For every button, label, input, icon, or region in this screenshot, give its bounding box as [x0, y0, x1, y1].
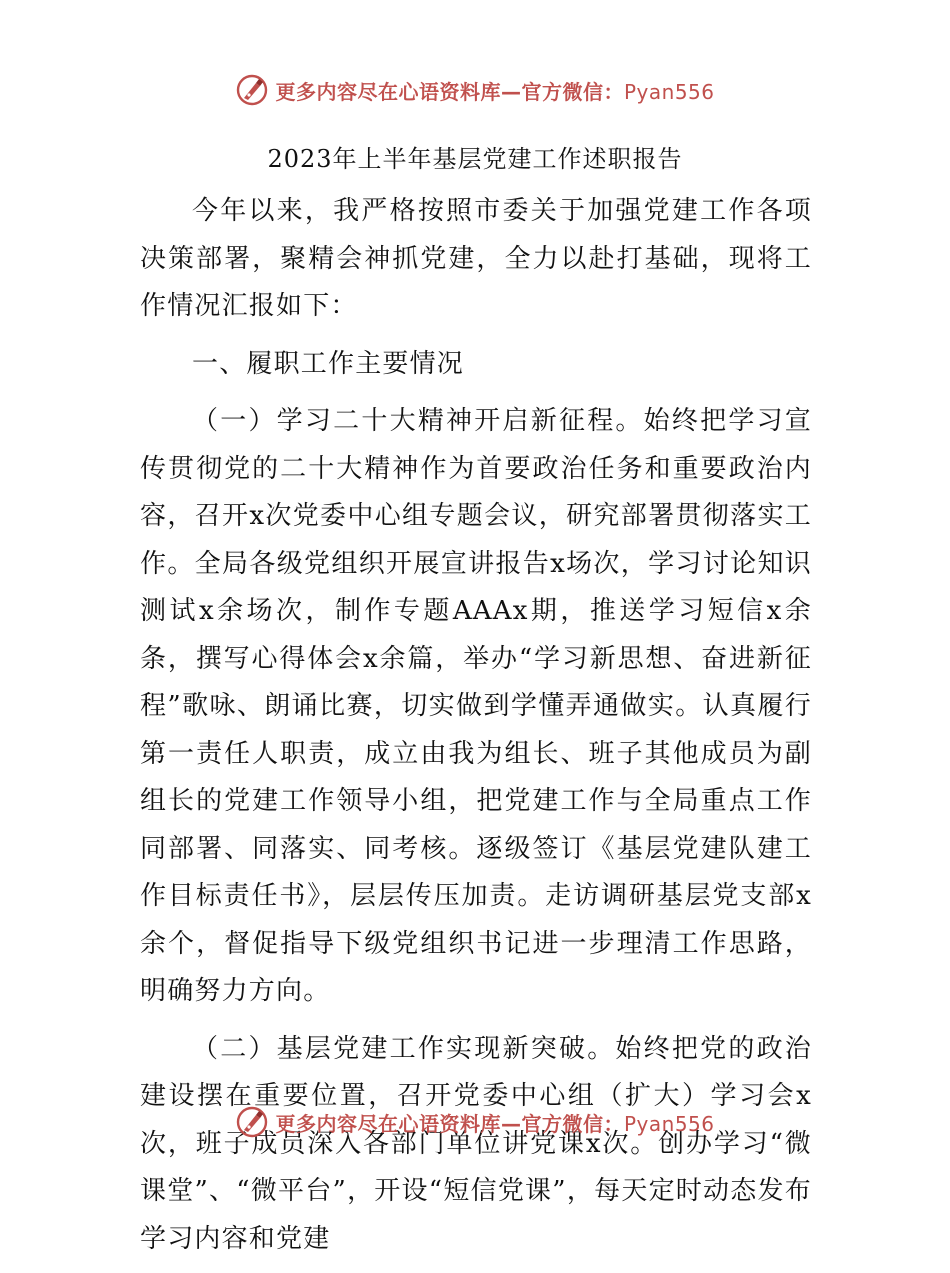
intro-paragraph: 今年以来，我严格按照市委关于加强党建工作各项决策部署，聚精会神抓党建，全力以赴打基础，现将工作情况汇报如下：	[140, 196, 812, 321]
watermark-text	[275, 1108, 714, 1137]
watermark-label: 更多内容尽在心语资料库—官方微信：	[275, 1111, 624, 1136]
document-title: 2023年上半年基层党建工作述职报告	[267, 145, 683, 173]
watermark-label: 更多内容尽在心语资料库—官方微信：	[275, 79, 624, 104]
pen-nib-logo-icon	[235, 73, 269, 107]
watermark-text	[275, 76, 714, 105]
section-heading: 一、履职工作主要情况	[192, 348, 465, 379]
watermark-wechat-id: Pyan556	[623, 1111, 715, 1136]
watermark-wechat-id: Pyan556	[623, 79, 715, 104]
subsection-paragraph-2: （二）基层党建工作实现新突破。始终把党的政治建设摆在重要位置，召开党委中心组（扩大）学习会x次，班子成员深入各部门单位讲党课x次。创办学习“微课堂”、“微平台”，开设“短信党课”，每天定时动态发布学习内容和党建	[140, 1033, 812, 1254]
subsection-paragraph-1: （一）学习二十大精神开启新征程。始终把学习宣传贯彻党的二十大精神作为首要政治任务和重要政治内容，召开x次党委中心组专题会议，研究部署贯彻落实工作。全局各级党组织开展宣讲报告x场次，学习讨论知识测试x余场次，制作专题AAAx期，推送学习短信x余条，撰写心得体会x余篇，举办“学习新思想、奋进新征程”歌咏、朗诵比赛，切实做到学懂弄通做实。认真履行第一责任人职责，成立由我为组长、班子其他成员为副组长的党建工作领导小组，把党建工作与全局重点工作同部署、同落实、同考核。逐级签订《基层党建队建工作目标责任书》，层层传压加责。走访调研基层党支部x余个，督促指导下级党组织书记进一步理清工作思路，明确努力方向。	[140, 406, 812, 1006]
footer-watermark-banner	[0, 1102, 950, 1142]
header-watermark-banner	[0, 70, 950, 110]
header-watermark-content	[235, 73, 714, 107]
pen-nib-logo-icon	[235, 1105, 269, 1139]
footer-watermark-content	[235, 1105, 714, 1139]
